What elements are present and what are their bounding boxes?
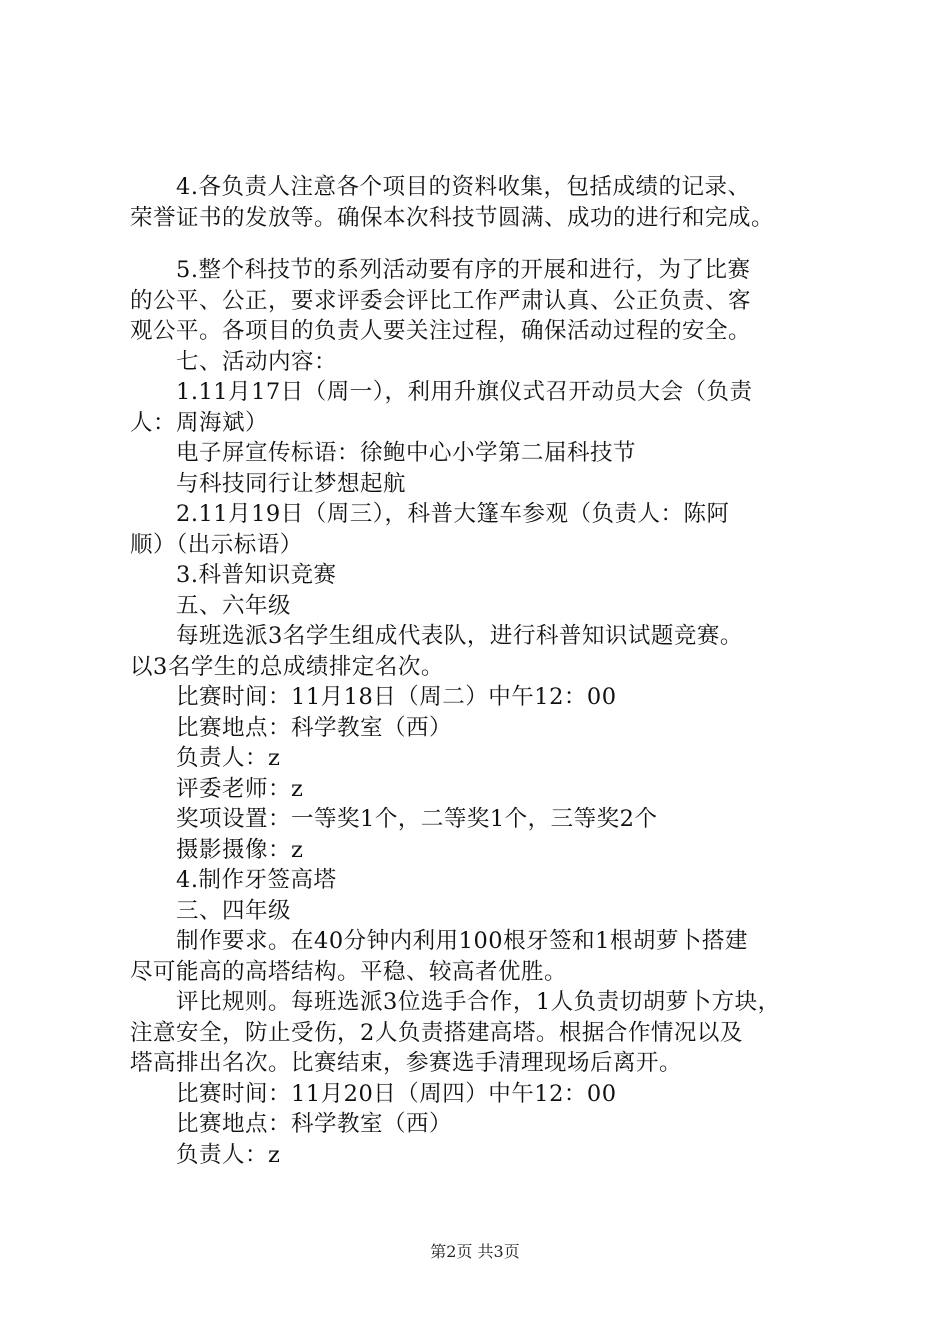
text-line: 比赛时间：11月20日（周四）中午12：00 — [176, 1080, 617, 1107]
text-line: 注意安全，防止受伤，2人负责搭建高塔。根据合作情况以及 — [130, 1019, 743, 1046]
text-line: 评比规则。每班选派3位选手合作，1人负责切胡萝卜方块， — [176, 989, 781, 1015]
paragraph-gap — [130, 233, 850, 255]
text-line: 的公平、公正，要求评委会评比工作严肃认真、公正负责、客 — [130, 287, 752, 314]
text-line: 塔高排出名次。比赛结束，参赛选手清理现场后离开。 — [130, 1050, 683, 1076]
text-line: 4.各负责人注意各个项目的资料收集，包括成绩的记录、 — [176, 174, 751, 200]
text-line: 奖项设置：一等奖1个，二等奖1个，三等奖2个 — [176, 806, 658, 832]
text-line: 负责人：z — [176, 1141, 281, 1168]
text-line: 观公平。各项目的负责人要关注过程，确保活动过程的安全。 — [130, 318, 752, 344]
text-line: 比赛地点：科学教室（西） — [176, 714, 453, 741]
page-number: 第2页 共3页 — [430, 1242, 520, 1261]
text-line: 5.整个科技节的系列活动要有序的开展和进行，为了比赛 — [176, 257, 751, 283]
text-line: 顺）（出示标语） — [130, 531, 303, 558]
text-line: 3.科普知识竞赛 — [176, 562, 337, 588]
text-line: 比赛地点：科学教室（西） — [176, 1111, 453, 1137]
text-line: 4.制作牙签高塔 — [176, 867, 337, 893]
document-body — [130, 172, 850, 1170]
text-line: 尽可能高的高塔结构。平稳、较高者优胜。 — [130, 958, 568, 985]
section-heading: 七、活动内容： — [176, 348, 338, 375]
text-line: 与科技同行让梦想起航 — [176, 470, 407, 497]
text-line: 三、四年级 — [176, 897, 292, 924]
text-line: 五、六年级 — [176, 592, 292, 619]
text-line: 2.11月19日（周三），科普大篷车参观（负责人：陈阿 — [176, 501, 730, 527]
text-line: 每班选派3名学生组成代表队，进行科普知识试题竞赛。 — [176, 623, 743, 649]
text-line: 以3名学生的总成绩排定名次。 — [130, 653, 444, 680]
text-line: 负责人：z — [176, 745, 281, 771]
page-footer — [0, 1242, 950, 1262]
text-line: 人：周海斌） — [130, 409, 269, 436]
text-line: 比赛时间：11月18日（周二）中午12：00 — [176, 684, 617, 710]
text-line: 制作要求。在40分钟内利用100根牙签和1根胡萝卜搭建 — [176, 928, 748, 954]
text-line: 摄影摄像：z — [176, 836, 304, 863]
text-line: 评委老师：z — [176, 775, 304, 802]
text-line: 电子屏宣传标语：徐鲍中心小学第二届科技节 — [176, 440, 637, 466]
text-line: 1.11月17日（周一），利用升旗仪式召开动员大会（负责 — [176, 379, 753, 405]
text-line: 荣誉证书的发放等。确保本次科技节圆满、成功的进行和完成。 — [130, 204, 775, 231]
